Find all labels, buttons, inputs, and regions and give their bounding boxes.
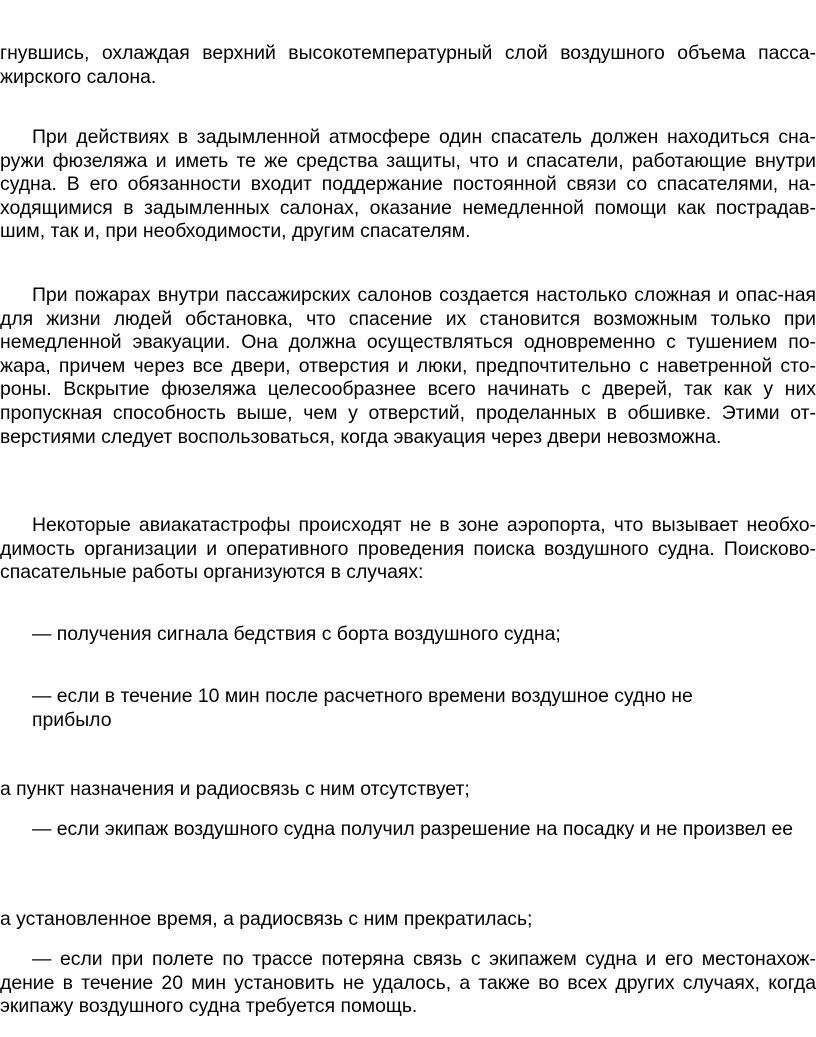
list-item-not-arrived: — если в течение 10 мин после расчетного времени воздушное судно не прибыло: [32, 685, 693, 731]
list-item-lost-contact: — если при полете по трассе потеряна связь с экипажем судна и его местонахож-дение в течение 20 мин установить не удалось, а также во всех других случаях, когда экипажу воздушного судна требуется помощь.: [0, 948, 816, 1018]
list-item-landing-clearance: — если экипаж воздушного судна получил разрешение на посадку и не произвел ее: [32, 818, 794, 840]
list-item-not-arrived-continuation: а пункт назначения и радиосвязь с ним отсутствует;: [0, 778, 470, 800]
paragraph-continuation: гнувшись, охлаждая верхний высокотемпературный слой воздушного объема пасса-жирского салона.: [0, 42, 816, 88]
list-item-distress-signal: — получения сигнала бедствия с борта воздушного судна;: [32, 623, 561, 645]
paragraph-smoke-rescuer: При действиях в задымленной атмосфере один спасатель должен находиться сна-ружи фюзеляжа и иметь те же средства защиты, что и спасатели, работающие внутри судна. В его обязанности входит поддержание постоянной связи со спасателями, на-ходящимися в задымленных салонах, оказание немедленной помощи как пострадав-шим, так и, при необходимости, другим спасателям.: [0, 126, 816, 243]
paragraph-search-rescue: Некоторые авиакатастрофы происходят не в зоне аэропорта, что вызывает необхо-димость организации и оперативного проведения поиска воздушного судна. Поисково-спасательные работы организуются в случаях:: [0, 514, 816, 584]
paragraph-cabin-fire: При пожарах внутри пассажирских салонов создается настолько сложная и опас-ная для жизни людей обстановка, что спасение их становится возможным только при немедленной эвакуации. Она должна осуществляться одновременно с тушением по-жара, причем через все двери, отверстия и люки, предпочтительно с наветренной сто-роны. Вскрытие фюзеляжа целесообразнее всего начинать с дверей, так как у них пропускная способность выше, чем у отверстий, проделанных в обшивке. Этими от-верстиями следует воспользоваться, когда эвакуация через двери невозможна.: [0, 284, 816, 448]
list-item-landing-clearance-continuation: а установленное время, а радиосвязь с ним прекратилась;: [0, 908, 533, 930]
